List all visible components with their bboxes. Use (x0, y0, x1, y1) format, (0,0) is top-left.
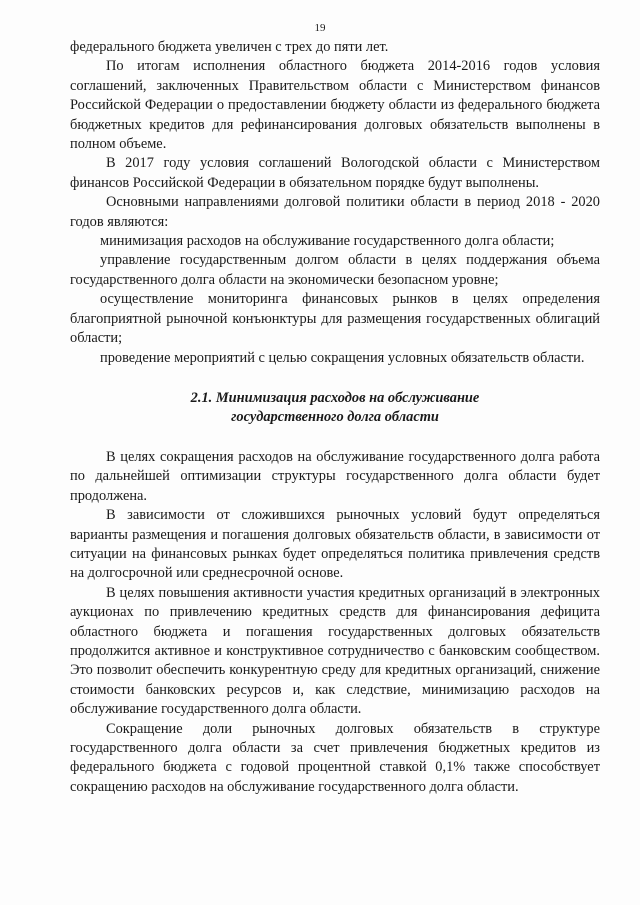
paragraph-continuation: федерального бюджета увеличен с трех до пяти лет. (70, 39, 389, 55)
list-item: управление государственным долгом области в целях поддержания объема государственного долга области на экономически безопасном уровне; (70, 252, 600, 288)
section-heading-line: 2.1. Минимизация расходов на обслуживание (190, 389, 480, 406)
list-item: осуществление мониторинга финансовых рынков в целях определения благоприятной рыночной конъюнктуры для размещения государственных облигаций области; (70, 291, 600, 347)
paragraph: В зависимости от сложившихся рыночных условий будут определяться варианты размещения и погашения долговых обязательств области, в зависимости от ситуации на финансовых рынках будет определяться политика привлечения средств на долгосрочной или среднесрочной основе. (70, 507, 600, 582)
paragraph: Основными направлениями долговой политики области в период 2018 - 2020 годов являются: (70, 194, 600, 230)
paragraph: Сокращение доли рыночных долговых обязательств в структуре государственного долга области за счет привлечения бюджетных кредитов из федерального бюджета с годовой процентной ставкой 0,1% также способствует сокращению расходов на обслуживание государственного долга области. (70, 720, 600, 795)
section-heading (70, 389, 600, 427)
paragraph: В целях сокращения расходов на обслуживание государственного долга работа по дальнейшей оптимизации структуры государственного долга области будет продолжена. (70, 448, 600, 504)
paragraph: В 2017 году условия соглашений Вологодской области с Министерством финансов Российской Федерации в обязательном порядке будут выполнены. (70, 155, 600, 191)
paragraph: В целях повышения активности участия кредитных организаций в электронных аукционах по привлечению кредитных средств для финансирования дефицита областного бюджета и погашения государственных долговых обязательств продолжится активное и конструктивное сотрудничество с банковским сообществом. Это позволит обеспечить конкурентную среду для кредитных организаций, снижение стоимости банковских ресурсов и, как следствие, минимизацию расходов на обслуживание государственного долга области. (70, 584, 600, 718)
page-number: 19 (314, 22, 326, 34)
document-body (70, 38, 600, 797)
paragraph: По итогам исполнения областного бюджета 2014-2016 годов условия соглашений, заключенных Правительством области с Министерством финансов Российской Федерации о предоставлении бюджету области из федерального бюджета бюджетных кредитов для рефинансирования долговых обязательств выполнены в полном объеме. (70, 58, 600, 153)
section-heading-line: государственного долга области (231, 408, 439, 425)
list-item: проведение мероприятий с целью сокращения условных обязательств области. (100, 349, 585, 366)
list-item: минимизация расходов на обслуживание государственного долга области; (100, 233, 555, 250)
